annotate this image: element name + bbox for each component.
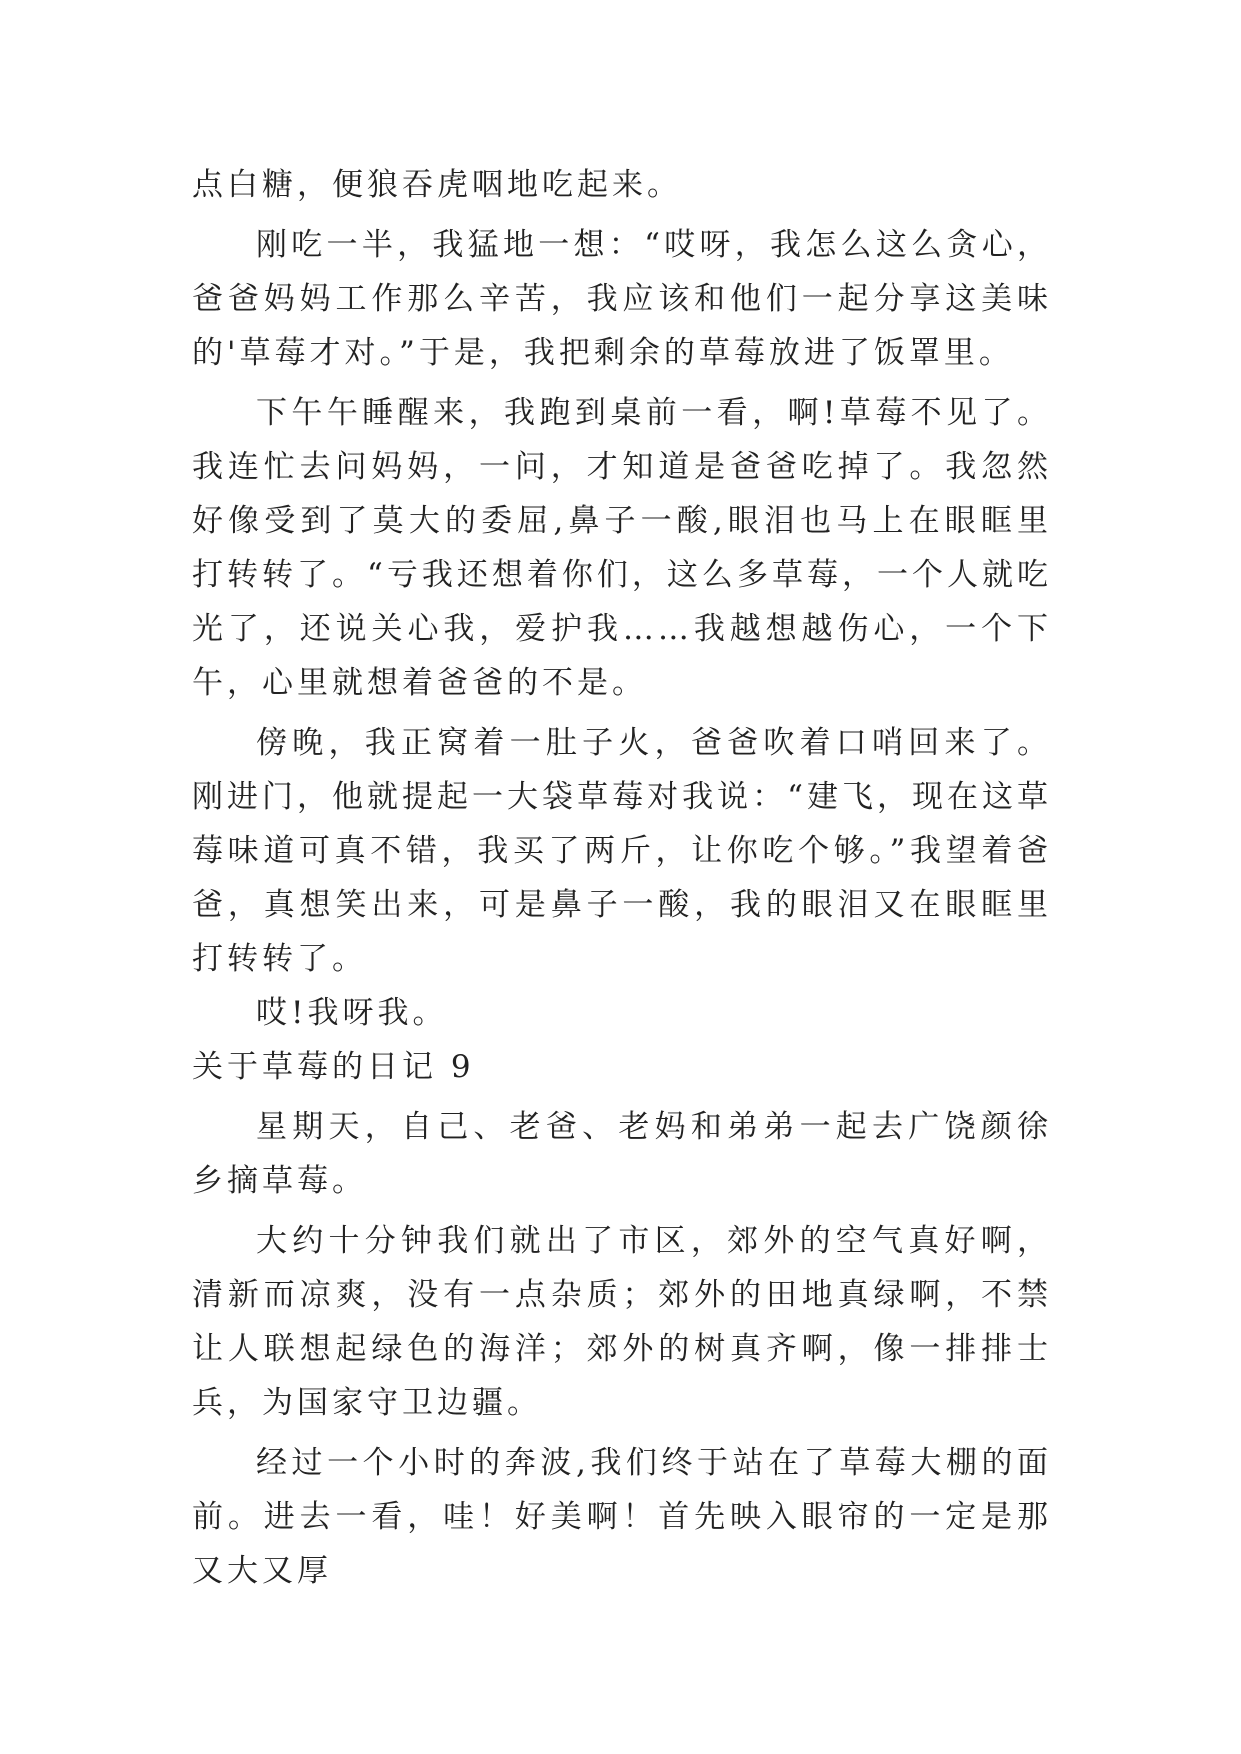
paragraph: 经过一个小时的奔波,我们终于站在了草莓大棚的面前。进去一看，哇！好美啊！首先映入眼帘的一定是那又大又厚 xyxy=(192,1445,1052,1589)
paragraph: 星期天，自己、老爸、老妈和弟弟一起去广饶颜徐乡摘草莓。 xyxy=(192,1109,1052,1199)
paragraph: 大约十分钟我们就出了市区，郊外的空气真好啊，清新而凉爽，没有一点杂质；郊外的田地真绿啊，不禁让人联想起绿色的海洋；郊外的树真齐啊，像一排排士兵，为国家守卫边疆。 xyxy=(192,1223,1052,1421)
paragraph-continued: 点白糖，便狼吞虎咽地吃起来。 xyxy=(192,167,682,203)
paragraph: 刚吃一半，我猛地一想：“哎呀，我怎么这么贪心，爸爸妈妈工作那么辛苦，我应该和他们一起分享这美味的'草莓才对。”于是，我把剩余的草莓放进了饭罩里。 xyxy=(192,227,1052,371)
document-body xyxy=(192,158,1052,1598)
paragraph: 傍晚，我正窝着一肚子火，爸爸吹着口哨回来了。刚进门，他就提起一大袋草莓对我说：“建飞，现在这草莓味道可真不错，我买了两斤，让你吃个够。”我望着爸爸，真想笑出来，可是鼻子一酸，我的眼泪又在眼眶里打转转了。 xyxy=(192,725,1052,977)
paragraph: 下午午睡醒来，我跑到桌前一看，啊!草莓不见了。我连忙去问妈妈，一问，才知道是爸爸吃掉了。我忽然好像受到了莫大的委屈,鼻子一酸,眼泪也马上在眼眶里打转转了。“亏我还想着你们，这么多草莓，一个人就吃光了，还说关心我，爱护我……我越想越伤心，一个下午，心里就想着爸爸的不是。 xyxy=(192,395,1052,701)
section-title: 关于草莓的日记 9 xyxy=(192,1049,475,1085)
paragraph: 哎!我呀我。 xyxy=(256,995,448,1031)
